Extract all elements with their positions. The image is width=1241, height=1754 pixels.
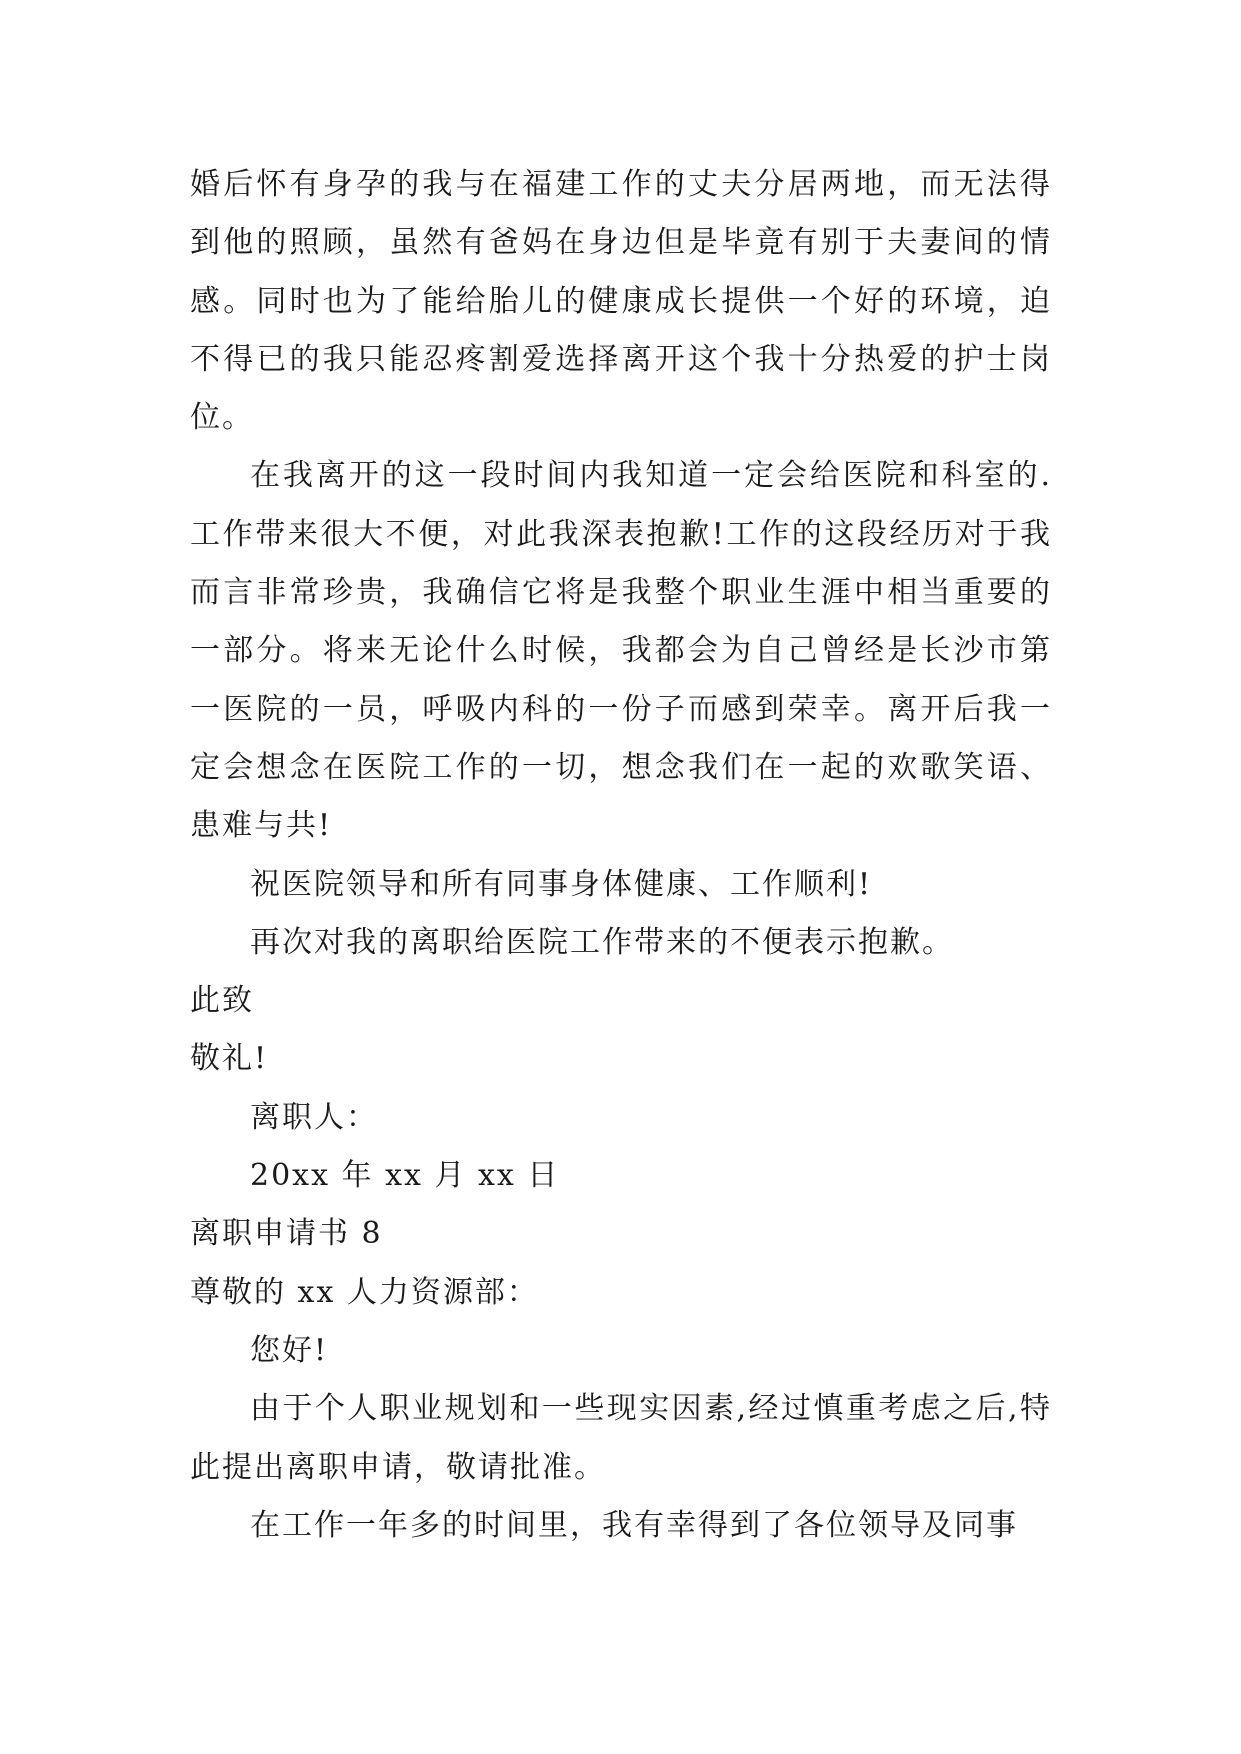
salutation: 尊敬的 xx 人力资源部：	[190, 1274, 539, 1310]
paragraph-wishes: 祝医院领导和所有同事身体健康、工作顺利!	[250, 866, 873, 902]
paragraph-apology: 在我离开的这一段时间内我知道一定会给医院和科室的.工作带来很大不便，对此我深表抱歉!工作的这段经历对于我而言非常珍贵，我确信它将是我整个职业生涯中相当重要的一部分。将来无论什么时候，我都会为自己曾经是长沙市第一医院的一员，呼吸内科的一份子而感到荣幸。离开后我一定会想念在医院工作的一切，想念我们在一起的欢歌笑语、患难与共!	[190, 458, 1052, 844]
paragraph-regret: 再次对我的离职给医院工作带来的不便表示抱歉。	[250, 924, 954, 960]
document-body	[190, 156, 1052, 1555]
section-heading: 离职申请书 8	[190, 1216, 383, 1252]
paragraph-gratitude: 在工作一年多的时间里，我有幸得到了各位领导及同事	[250, 1507, 1018, 1543]
signature-date: 20xx 年 xx 月 xx 日	[250, 1158, 560, 1194]
signature-resigner: 离职人：	[250, 1099, 378, 1135]
closing-cizhi: 此致	[190, 983, 254, 1019]
closing-jingli: 敬礼!	[190, 1041, 269, 1077]
paragraph-reason: 由于个人职业规划和一些现实因素,经过慎重考虑之后,特此提出离职申请，敬请批准。	[190, 1391, 1052, 1485]
greeting: 您好!	[250, 1332, 329, 1368]
paragraph-continued: 婚后怀有身孕的我与在福建工作的丈夫分居两地，而无法得到他的照顾，虽然有爸妈在身边但是毕竟有别于夫妻间的情感。同时也为了能给胎儿的健康成长提供一个好的环境，迫不得已的我只能忍疼割爱选择离开这个我十分热爱的护士岗位。	[190, 167, 1052, 436]
